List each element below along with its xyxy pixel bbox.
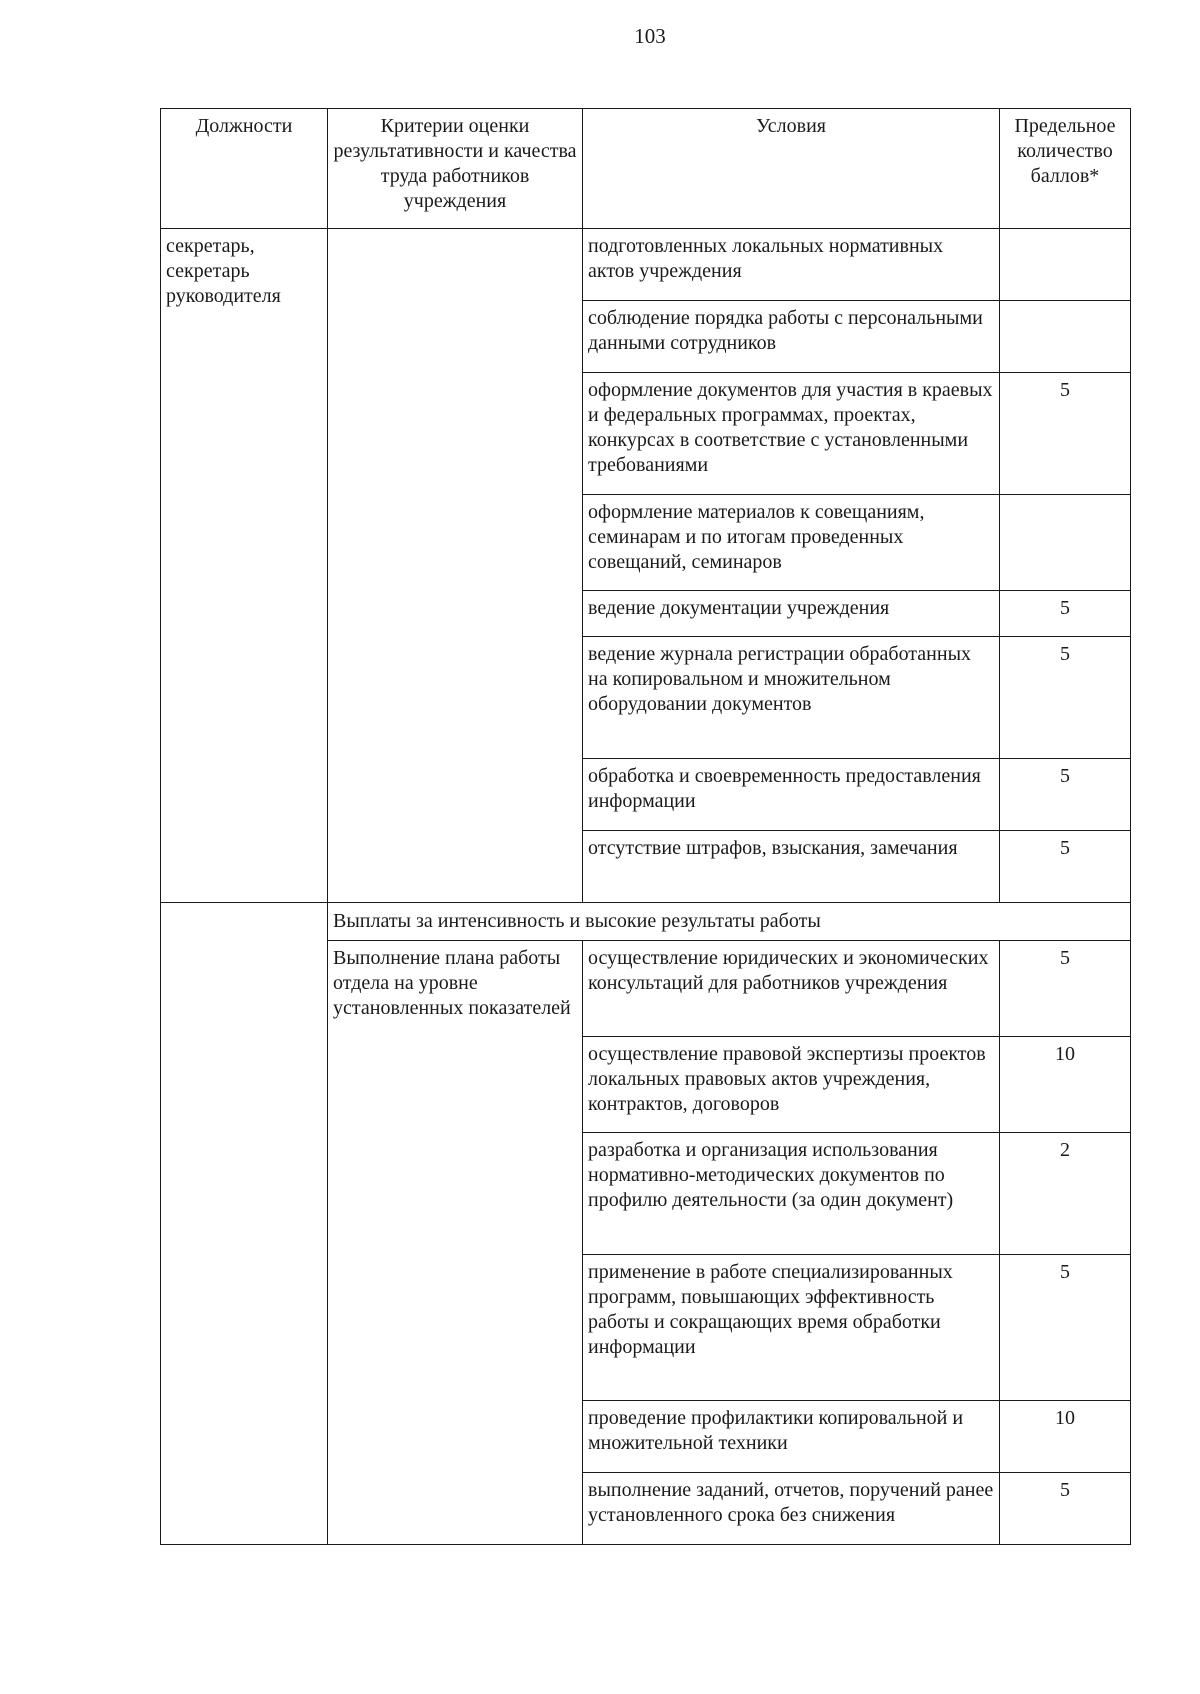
condition-cell: разработка и организация использования нормативно-методических документов по профилю деятельности (за один документ) — [583, 1133, 1000, 1255]
criteria-cell: Выполнение плана работы отдела на уровне установленных показателей — [328, 941, 583, 1545]
criteria-cell-empty — [328, 229, 583, 903]
criteria-table — [160, 108, 1131, 1545]
condition-cell: подготовленных локальных нормативных актов учреждения — [583, 229, 1000, 301]
score-cell: 5 — [1000, 831, 1131, 903]
condition-cell: оформление документов для участия в краевых и федеральных программах, проектах, конкурсах в соответствие с установленными требованиями — [583, 373, 1000, 495]
score-cell — [1000, 495, 1131, 591]
condition-cell: применение в работе специализированных программ, повышающих эффективность работы и сокращающих время обработки информации — [583, 1255, 1000, 1401]
score-cell: 5 — [1000, 1473, 1131, 1545]
score-cell: 5 — [1000, 591, 1131, 637]
position-cell: секретарь, секретарь руководителя — [161, 229, 328, 903]
condition-cell: отсутствие штрафов, взыскания, замечания — [583, 831, 1000, 903]
condition-cell: оформление материалов к совещаниям, семинарам и по итогам проведенных совещаний, семинаров — [583, 495, 1000, 591]
header-max-score: Предельное количество баллов* — [1000, 109, 1131, 229]
score-cell: 10 — [1000, 1401, 1131, 1473]
condition-cell: осуществление юридических и экономических консультаций для работников учреждения — [583, 941, 1000, 1037]
score-cell: 5 — [1000, 1255, 1131, 1401]
section-row — [161, 903, 1131, 941]
score-cell: 5 — [1000, 637, 1131, 759]
condition-cell: соблюдение порядка работы с персональными данными сотрудников — [583, 301, 1000, 373]
score-cell: 5 — [1000, 941, 1131, 1037]
section-title: Выплаты за интенсивность и высокие результаты работы — [328, 903, 1131, 941]
condition-cell: выполнение заданий, отчетов, поручений ранее установленного срока без снижения — [583, 1473, 1000, 1545]
condition-cell: проведение профилактики копировальной и множительной техники — [583, 1401, 1000, 1473]
condition-cell: осуществление правовой экспертизы проектов локальных правовых актов учреждения, контрактов, договоров — [583, 1037, 1000, 1133]
score-cell — [1000, 301, 1131, 373]
header-conditions: Условия — [583, 109, 1000, 229]
table-header-row — [161, 109, 1131, 229]
position-cell-continued — [161, 903, 328, 1545]
score-cell: 10 — [1000, 1037, 1131, 1133]
score-cell — [1000, 229, 1131, 301]
score-cell: 5 — [1000, 759, 1131, 831]
score-cell: 5 — [1000, 373, 1131, 495]
score-cell: 2 — [1000, 1133, 1131, 1255]
header-criteria: Критерии оценки результативности и качества труда работников учреждения — [328, 109, 583, 229]
condition-cell: ведение документации учреждения — [583, 591, 1000, 637]
table-row — [161, 229, 1131, 301]
header-position: Должности — [161, 109, 328, 229]
page-number: 103 — [634, 24, 666, 48]
condition-cell: ведение журнала регистрации обработанных на копировальном и множительном оборудовании документов — [583, 637, 1000, 759]
condition-cell: обработка и своевременность предоставления информации — [583, 759, 1000, 831]
